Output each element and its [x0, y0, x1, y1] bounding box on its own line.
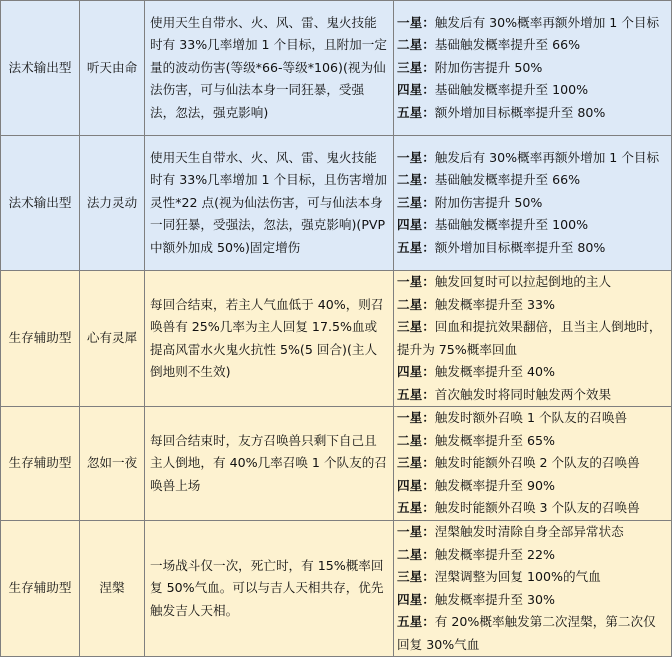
- star-label: 四星：: [397, 591, 435, 607]
- skill-description-cell: 一场战斗仅一次，死亡时，有 15%概率回复 50%气血。可以与吉人天相共存，优先触发吉人天相。: [145, 521, 394, 657]
- star-text: 额外增加目标概率提升至 80%: [434, 104, 606, 120]
- star-text: 触发概率提升至 65%: [434, 432, 555, 448]
- star-line-1: [397, 271, 668, 294]
- skill-name-cell: 心有灵犀: [80, 271, 145, 407]
- star-label: 五星：: [397, 104, 435, 120]
- skill-name-cell: 听天由命: [80, 1, 145, 136]
- star-label: 二星：: [397, 172, 435, 188]
- star-text: 涅槃调整为回复 100%的气血: [434, 569, 601, 584]
- star-line-2: [397, 294, 668, 317]
- star-text: 触发概率提升至 22%: [434, 546, 555, 562]
- skill-type-cell: 法术输出型: [1, 1, 80, 136]
- star-label: 五星：: [397, 386, 435, 402]
- star-text: 首次触发时将同时触发两个效果: [434, 386, 612, 402]
- star-upgrades-cell: [394, 521, 672, 657]
- star-upgrades-cell: [394, 1, 672, 136]
- star-line-5: [397, 611, 668, 656]
- star-label: 二星：: [397, 37, 435, 53]
- table-row: [1, 407, 672, 521]
- star-text: 触发时能额外召唤 3 个队友的召唤兽: [434, 500, 640, 516]
- skill-type-cell: 法术输出型: [1, 136, 80, 271]
- star-line-2: [397, 169, 668, 192]
- star-label: 五星：: [397, 614, 435, 629]
- star-label: 三星：: [397, 455, 435, 471]
- star-line-5: [397, 384, 668, 407]
- star-text: 触发概率提升至 30%: [434, 591, 555, 607]
- skill-type-cell: 生存辅助型: [1, 271, 80, 407]
- star-label: 一星：: [397, 14, 435, 30]
- star-text: 回血和提抗效果翻倍，且当主人倒地时，提升为 75%概率回血: [397, 319, 662, 357]
- star-label: 五星：: [397, 239, 435, 255]
- star-label: 四星：: [397, 82, 435, 98]
- star-text: 触发概率提升至 33%: [434, 296, 555, 312]
- star-text: 基础触发概率提升至 66%: [434, 172, 581, 188]
- star-text: 基础触发概率提升至 66%: [434, 37, 581, 53]
- star-line-2: [397, 430, 668, 453]
- star-line-4: [397, 475, 668, 498]
- skill-name-cell: 法力灵动: [80, 136, 145, 271]
- star-label: 四星：: [397, 364, 435, 379]
- star-line-1: [397, 407, 668, 430]
- star-label: 二星：: [397, 296, 435, 312]
- star-line-3: [397, 316, 668, 361]
- star-text: 附加伤害提升 50%: [434, 59, 543, 75]
- skill-description-cell: 使用天生自带水、火、风、雷、鬼火技能时有 33%几率增加 1 个目标，且附加一定量的波动伤害(等级*66-等级*106)(视为仙法伤害，可与仙法本身一同狂暴，受强法，忽法，强克影响): [145, 1, 394, 136]
- star-label: 一星：: [397, 149, 435, 165]
- star-label: 一星：: [397, 410, 435, 426]
- star-text: 触发时额外召唤 1 个队友的召唤兽: [434, 410, 628, 426]
- star-text: 基础触发概率提升至 100%: [434, 82, 589, 98]
- star-line-4: [397, 361, 668, 384]
- star-line-5: [397, 102, 668, 125]
- table-row: [1, 1, 672, 136]
- star-text: 基础触发概率提升至 100%: [434, 217, 589, 233]
- star-line-3: [397, 452, 668, 475]
- star-label: 三星：: [397, 569, 435, 584]
- skill-description-cell: 每回合结束，若主人气血低于 40%，则召唤兽有 25%几率为主人回复 17.5%血或提高风雷水火鬼火抗性 5%(5 回合)(主人倒地则不生效): [145, 271, 394, 407]
- star-line-5: [397, 497, 668, 520]
- star-line-5: [397, 237, 668, 260]
- star-label: 一星：: [397, 274, 435, 289]
- star-line-3: [397, 566, 668, 589]
- star-text: 有 20%概率触发第二次涅槃，第二次仅回复 30%气血: [397, 614, 656, 652]
- star-upgrades-cell: [394, 136, 672, 271]
- star-label: 四星：: [397, 477, 435, 493]
- star-line-3: [397, 192, 668, 215]
- star-text: 触发概率提升至 40%: [434, 364, 555, 379]
- star-text: 触发时能额外召唤 2 个队友的召唤兽: [434, 455, 640, 471]
- star-label: 二星：: [397, 432, 435, 448]
- star-line-1: [397, 147, 668, 170]
- skill-name-cell: 忽如一夜: [80, 407, 145, 521]
- star-line-4: [397, 79, 668, 102]
- star-line-1: [397, 12, 668, 35]
- skill-name-cell: 涅槃: [80, 521, 145, 657]
- table-row: [1, 271, 672, 407]
- star-line-1: [397, 521, 668, 544]
- star-label: 四星：: [397, 217, 435, 233]
- skill-description-cell: 每回合结束时，友方召唤兽只剩下自己且主人倒地，有 40%几率召唤 1 个队友的召唤兽上场: [145, 407, 394, 521]
- star-text: 额外增加目标概率提升至 80%: [434, 239, 606, 255]
- star-label: 三星：: [397, 59, 435, 75]
- star-text: 涅槃触发时清除自身全部异常状态: [434, 524, 624, 539]
- table-row: [1, 136, 672, 271]
- star-label: 三星：: [397, 194, 435, 210]
- star-label: 三星：: [397, 319, 435, 334]
- star-upgrades-cell: [394, 271, 672, 407]
- star-label: 五星：: [397, 500, 435, 516]
- star-label: 二星：: [397, 546, 435, 562]
- star-text: 触发回复时可以拉起倒地的主人: [434, 274, 612, 289]
- star-label: 一星：: [397, 524, 435, 539]
- star-line-4: [397, 214, 668, 237]
- star-text: 触发概率提升至 90%: [434, 477, 555, 493]
- skill-type-cell: 生存辅助型: [1, 521, 80, 657]
- star-upgrades-cell: [394, 407, 672, 521]
- star-line-4: [397, 589, 668, 612]
- skill-description-cell: 使用天生自带水、火、风、雷、鬼火技能时有 33%几率增加 1 个目标，且伤害增加灵性*22 点(视为仙法伤害，可与仙法本身一同狂暴，受强法，忽法，强克影响)(PVP 中额外加成 50%)固定增伤: [145, 136, 394, 271]
- skill-type-cell: 生存辅助型: [1, 407, 80, 521]
- star-text: 附加伤害提升 50%: [434, 194, 543, 210]
- star-line-2: [397, 544, 668, 567]
- star-line-3: [397, 57, 668, 80]
- star-text: 触发后有 30%概率再额外增加 1 个目标: [434, 14, 660, 30]
- table-row: [1, 521, 672, 657]
- star-text: 触发后有 30%概率再额外增加 1 个目标: [434, 149, 660, 165]
- star-line-2: [397, 34, 668, 57]
